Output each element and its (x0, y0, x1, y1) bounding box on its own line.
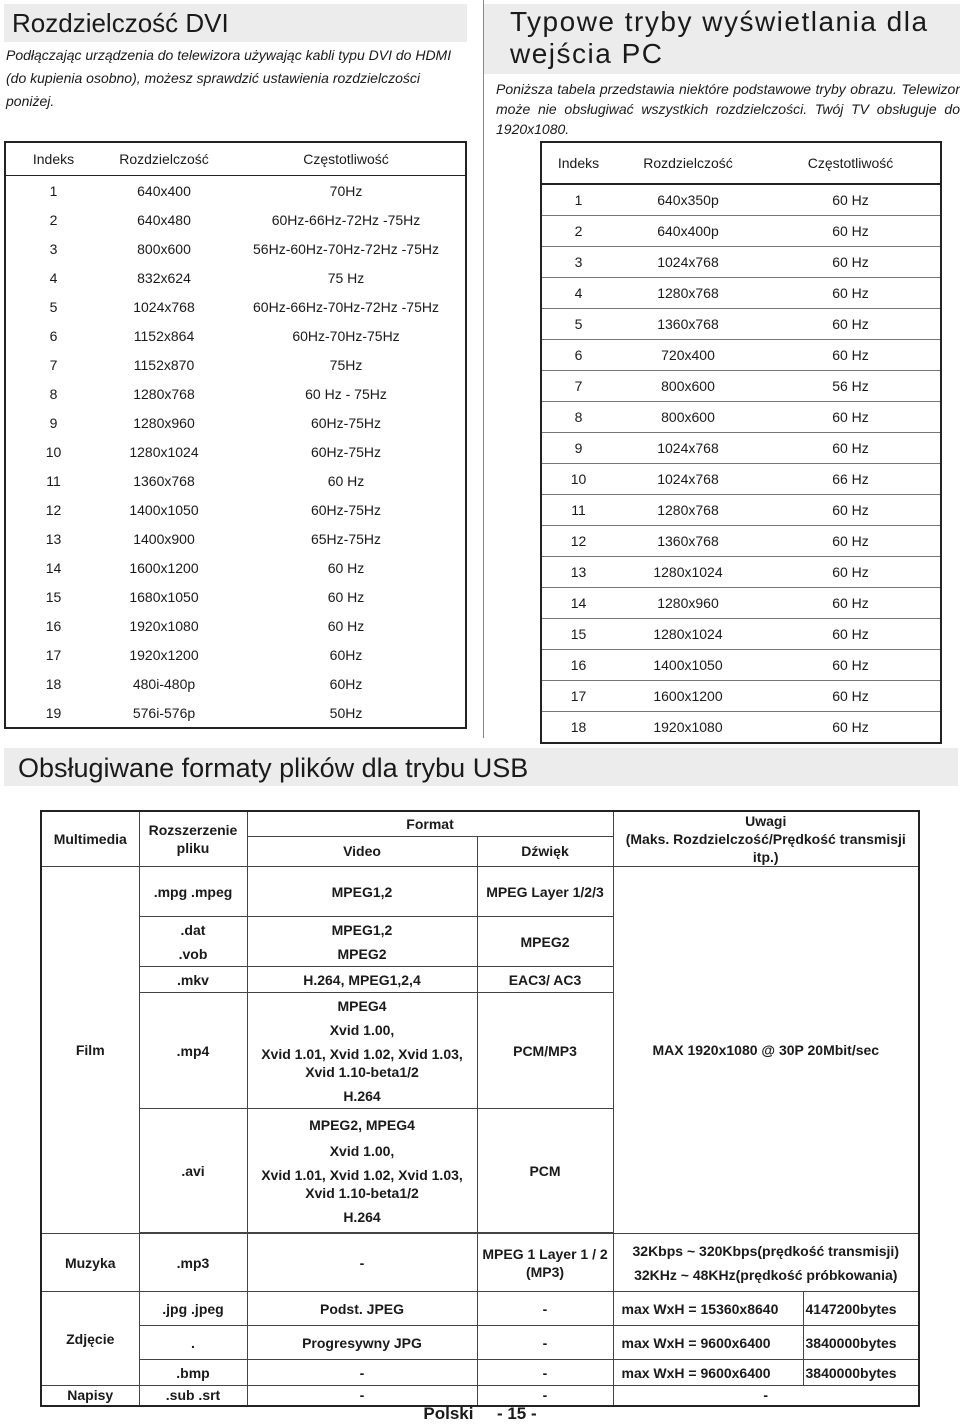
resolution-cell: 1920x1080 (129, 617, 199, 634)
index-cell: 10 (45, 443, 62, 460)
table-row (541, 247, 941, 278)
video-cell: Progresywny JPG (247, 1326, 477, 1360)
resolution-cell: 1024x768 (615, 433, 761, 464)
table-row (541, 588, 941, 619)
index-cell: 2 (541, 216, 615, 247)
resolution-cell: 640x400 (137, 182, 191, 199)
index-cell: 17 (45, 646, 62, 663)
notes-size: 3840000bytes (803, 1326, 919, 1360)
resolution-cell: 1400x1050 (615, 650, 761, 681)
header-frequency: Częstotliwość (761, 142, 941, 184)
frequency-cell: 50Hz (329, 704, 363, 721)
table-row (541, 184, 941, 216)
table-row (5, 408, 466, 437)
resolution-cell: 1280x768 (615, 495, 761, 526)
audio-cell: MPEG 1 Layer 1 / 2 (MP3) (477, 1234, 613, 1292)
pc-modes-table (540, 141, 942, 744)
header-video: Video (247, 836, 477, 866)
table-row (5, 582, 466, 611)
footer-page-number: - 15 - (496, 1404, 537, 1423)
index-cell: 18 (541, 712, 615, 744)
resolution-cell: 1280x960 (615, 588, 761, 619)
frequency-cell: 60Hz-75Hz (310, 414, 382, 431)
header-index: Indeks (5, 142, 101, 176)
usb-title: Obsługiwane formaty plików dla trybu USB (18, 753, 529, 783)
resolution-cell: 800x600 (615, 402, 761, 433)
category-photo: Zdjęcie (41, 1292, 139, 1386)
table-row (5, 176, 466, 206)
index-cell: 11 (541, 495, 615, 526)
header-resolution: Rozdzielczość (101, 142, 227, 176)
resolution-cell: 640x350p (615, 184, 761, 216)
category-subtitles: Napisy (41, 1386, 139, 1406)
header-index: Indeks (541, 142, 615, 184)
table-row (5, 292, 466, 321)
index-cell: 19 (45, 704, 62, 721)
table-row (41, 867, 919, 917)
notes-line: 32Kbps ~ 320Kbps(prędkość transmisji) (632, 1242, 899, 1259)
resolution-cell: 1280x1024 (615, 557, 761, 588)
ext-cell: . (139, 1326, 247, 1360)
resolution-cell: 1360x768 (615, 526, 761, 557)
table-header-row (41, 811, 919, 836)
index-cell: 13 (541, 557, 615, 588)
table-row (5, 466, 466, 495)
index-cell: 15 (45, 588, 62, 605)
video-line: MPEG2, MPEG4 (309, 1116, 415, 1133)
table-row (5, 321, 466, 350)
table-row (541, 464, 941, 495)
frequency-cell: 60 Hz (761, 278, 941, 309)
film-notes: MAX 1920x1080 @ 30P 20Mbit/sec (613, 867, 919, 1234)
frequency-cell: 60Hz (329, 675, 363, 692)
table-row (541, 650, 941, 681)
header-format: Format (247, 811, 613, 836)
table-row (541, 216, 941, 247)
video-cell: MPEG1,2 (247, 917, 477, 943)
audio-cell: - (477, 1360, 613, 1386)
frequency-cell: 60 Hz (761, 184, 941, 216)
index-cell: 1 (49, 182, 58, 199)
header-notes (613, 811, 919, 867)
table-row (5, 524, 466, 553)
table-row (541, 402, 941, 433)
resolution-cell: 576i-576p (132, 704, 196, 721)
video-cell: MPEG1,2 (247, 867, 477, 917)
table-row (541, 278, 941, 309)
notes-cell: - (613, 1386, 919, 1406)
header-notes-title: Uwagi (745, 813, 787, 829)
resolution-cell: 1400x900 (133, 530, 195, 547)
resolution-cell: 1280x1024 (615, 619, 761, 650)
frequency-cell: 60Hz-66Hz-72Hz -75Hz (271, 211, 421, 228)
dvi-desc-line-2: (do kupienia osobno), możesz sprawdzić ustawienia rozdzielczości poniżej. (6, 70, 420, 109)
frequency-cell: 60 Hz (761, 619, 941, 650)
table-row (5, 553, 466, 582)
video-cell: MPEG2 (247, 943, 477, 967)
frequency-cell: 60 Hz (761, 340, 941, 371)
frequency-cell: 60 Hz (761, 309, 941, 340)
table-row (541, 526, 941, 557)
table-row (5, 698, 466, 728)
index-cell: 3 (541, 247, 615, 278)
frequency-cell: 60Hz-75Hz (310, 443, 382, 460)
table-row (5, 379, 466, 408)
index-cell: 10 (541, 464, 615, 495)
table-row (41, 1386, 919, 1406)
pc-title: Typowe tryby wyświetlania dla wejścia PC (510, 6, 929, 69)
resolution-cell: 1600x1200 (615, 681, 761, 712)
resolution-cell: 1280x768 (133, 385, 195, 402)
frequency-cell: 60 Hz (327, 588, 365, 605)
video-line: H.264 (343, 1087, 381, 1104)
index-cell: 4 (541, 278, 615, 309)
frequency-cell: 60 Hz (327, 617, 365, 634)
index-cell: 16 (541, 650, 615, 681)
video-line: MPEG4 (337, 997, 387, 1014)
index-cell: 11 (46, 472, 61, 489)
frequency-cell: 60 Hz (761, 247, 941, 278)
index-cell: 13 (45, 530, 62, 547)
index-cell: 14 (45, 559, 62, 576)
table-row (5, 611, 466, 640)
table-header-row (541, 142, 941, 184)
frequency-cell: 60 Hz (761, 557, 941, 588)
frequency-cell: 60 Hz (761, 526, 941, 557)
frequency-cell: 60 Hz (327, 559, 365, 576)
resolution-cell: 1920x1080 (615, 712, 761, 744)
resolution-cell: 640x480 (137, 211, 191, 228)
video-line: Xvid 1.01, Xvid 1.02, Xvid 1.03, Xvid 1.10-beta1/2 (261, 1045, 463, 1080)
resolution-cell: 1024x768 (615, 247, 761, 278)
ext-cell: .vob (139, 943, 247, 967)
index-cell: 5 (541, 309, 615, 340)
video-cell (247, 1109, 477, 1233)
frequency-cell: 60Hz-75Hz (310, 501, 382, 518)
table-header-row (5, 142, 466, 176)
table-row (5, 234, 466, 263)
ext-cell: .dat (139, 917, 247, 943)
header-frequency: Częstotliwość (227, 142, 466, 176)
resolution-cell: 1152x870 (133, 356, 195, 373)
frequency-cell: 56Hz-60Hz-70Hz-72Hz -75Hz (253, 240, 439, 257)
dvi-table-body (5, 176, 466, 729)
index-cell: 8 (49, 385, 58, 402)
index-cell: 7 (49, 356, 58, 373)
pc-description: Poniższa tabela przedstawia niektóre podstawowe tryby obrazu. Telewizor może nie obsługiwać wszystkich rozdzielczości. Twój TV obsługuje do 1920x1080. (496, 81, 960, 137)
ext-cell: .mp4 (139, 993, 247, 1109)
dvi-title: Rozdzielczość DVI (12, 8, 229, 38)
frequency-cell: 60 Hz (761, 402, 941, 433)
frequency-cell: 60Hz-70Hz-75Hz (292, 327, 400, 344)
footer-language: Polski (423, 1404, 474, 1423)
resolution-cell: 1920x1200 (129, 646, 199, 663)
dvi-desc-line-1: Podłączając urządzenia do telewizora używając kabli typu DVI do HDMI (6, 47, 452, 63)
table-row (5, 437, 466, 466)
audio-cell: MPEG2 (477, 917, 613, 967)
header-notes-subtitle: (Maks. Rozdzielczość/Prędkość transmisji itp.) (625, 831, 906, 865)
video-cell: H.264, MPEG1,2,4 (247, 967, 477, 993)
resolution-cell: 832x624 (137, 269, 191, 286)
table-row (541, 712, 941, 744)
video-cell: - (247, 1386, 477, 1406)
resolution-cell: 1280x1024 (129, 443, 199, 460)
ext-cell: .mpg .mpeg (139, 867, 247, 917)
frequency-cell: 75 Hz (327, 269, 365, 286)
index-cell: 3 (49, 240, 58, 257)
table-row (541, 619, 941, 650)
index-cell: 1 (541, 184, 615, 216)
index-cell: 12 (45, 501, 62, 518)
ext-cell: .mp3 (139, 1234, 247, 1292)
ext-cell: .jpg .jpeg (139, 1292, 247, 1326)
resolution-cell: 800x600 (137, 240, 191, 257)
music-notes (613, 1234, 919, 1292)
frequency-cell: 60 Hz (761, 495, 941, 526)
index-cell: 9 (541, 433, 615, 464)
index-cell: 5 (49, 298, 58, 315)
index-cell: 16 (45, 617, 62, 634)
table-row (41, 1292, 919, 1326)
video-line: Xvid 1.00, (329, 1021, 395, 1038)
index-cell: 6 (541, 340, 615, 371)
index-cell: 4 (49, 269, 58, 286)
resolution-cell: 720x400 (615, 340, 761, 371)
audio-cell: - (477, 1292, 613, 1326)
index-cell: 18 (45, 675, 62, 692)
frequency-cell: 60Hz-66Hz-70Hz-72Hz -75Hz (253, 298, 439, 315)
resolution-cell: 1400x1050 (129, 501, 199, 518)
table-row (541, 433, 941, 464)
index-cell: 8 (541, 402, 615, 433)
frequency-cell: 60Hz (329, 646, 363, 663)
table-row (5, 350, 466, 379)
frequency-cell: 66 Hz (761, 464, 941, 495)
usb-formats-table (40, 810, 920, 1407)
resolution-cell: 640x400p (615, 216, 761, 247)
frequency-cell: 60 Hz (761, 433, 941, 464)
frequency-cell: 60 Hz (761, 681, 941, 712)
video-cell: - (247, 1234, 477, 1292)
video-cell (247, 993, 477, 1109)
resolution-cell: 1360x768 (133, 472, 195, 489)
table-row (5, 669, 466, 698)
resolution-cell: 1280x768 (615, 278, 761, 309)
header-audio: Dźwięk (477, 836, 613, 866)
video-line: Xvid 1.00, (329, 1142, 395, 1159)
frequency-cell: 65Hz-75Hz (310, 530, 382, 547)
frequency-cell: 60 Hz (761, 588, 941, 619)
table-row (541, 557, 941, 588)
notes-resolution: max WxH = 9600x6400 (613, 1326, 803, 1360)
resolution-cell: 1680x1050 (129, 588, 199, 605)
video-cell: Podst. JPEG (247, 1292, 477, 1326)
table-row (5, 263, 466, 292)
table-row (41, 1234, 919, 1292)
table-row (41, 1360, 919, 1386)
dvi-description (6, 44, 471, 113)
frequency-cell: 60 Hz (761, 650, 941, 681)
dvi-resolution-table (4, 141, 467, 729)
table-row (5, 495, 466, 524)
notes-size: 4147200bytes (803, 1292, 919, 1326)
audio-cell: - (477, 1326, 613, 1360)
header-resolution: Rozdzielczość (615, 142, 761, 184)
frequency-cell: 60 Hz (761, 712, 941, 744)
audio-cell: PCM/MP3 (477, 993, 613, 1109)
frequency-cell: 70Hz (329, 182, 363, 199)
index-cell: 2 (49, 211, 58, 228)
notes-line: 32KHz ~ 48KHz(prędkość próbkowania) (634, 1266, 898, 1283)
notes-size: 3840000bytes (803, 1360, 919, 1386)
pc-table-body (541, 184, 941, 743)
frequency-cell: 60 Hz - 75Hz (305, 385, 387, 402)
frequency-cell: 56 Hz (761, 371, 941, 402)
resolution-cell: 1600x1200 (129, 559, 199, 576)
index-cell: 14 (541, 588, 615, 619)
resolution-cell: 1024x768 (615, 464, 761, 495)
column-divider (483, 0, 484, 738)
video-line: H.264 (343, 1208, 381, 1225)
ext-cell: .mkv (139, 967, 247, 993)
category-music: Muzyka (41, 1234, 139, 1292)
audio-cell: PCM (477, 1109, 613, 1233)
table-row (5, 205, 466, 234)
resolution-cell: 1152x864 (133, 327, 195, 344)
frequency-cell: 60 Hz (761, 216, 941, 247)
video-line: Xvid 1.01, Xvid 1.02, Xvid 1.03, Xvid 1.10-beta1/2 (261, 1166, 463, 1201)
frequency-cell: 60 Hz (327, 472, 365, 489)
table-row (541, 371, 941, 402)
resolution-cell: 800x600 (615, 371, 761, 402)
header-extension: Rozszerzenie pliku (139, 811, 247, 867)
ext-cell: .bmp (139, 1360, 247, 1386)
index-cell: 12 (541, 526, 615, 557)
resolution-cell: 1024x768 (133, 298, 195, 315)
resolution-cell: 1360x768 (615, 309, 761, 340)
ext-cell: .sub .srt (139, 1386, 247, 1406)
audio-cell: - (477, 1386, 613, 1406)
table-row (541, 309, 941, 340)
index-cell: 6 (49, 327, 58, 344)
notes-resolution: max WxH = 9600x6400 (613, 1360, 803, 1386)
resolution-cell: 480i-480p (132, 675, 196, 692)
frequency-cell: 75Hz (329, 356, 363, 373)
index-cell: 9 (49, 414, 58, 431)
resolution-cell: 1280x960 (133, 414, 195, 431)
page-footer (0, 1404, 960, 1424)
header-multimedia: Multimedia (41, 811, 139, 867)
video-cell: - (247, 1360, 477, 1386)
audio-cell: EAC3/ AC3 (477, 967, 613, 993)
index-cell: 17 (541, 681, 615, 712)
table-row (541, 681, 941, 712)
table-row (41, 1326, 919, 1360)
index-cell: 15 (541, 619, 615, 650)
table-row (541, 495, 941, 526)
index-cell: 7 (541, 371, 615, 402)
notes-resolution: max WxH = 15360x8640 (613, 1292, 803, 1326)
category-film: Film (41, 867, 139, 1234)
table-row (541, 340, 941, 371)
audio-cell: MPEG Layer 1/2/3 (477, 867, 613, 917)
ext-cell: .avi (139, 1109, 247, 1233)
table-row (5, 640, 466, 669)
